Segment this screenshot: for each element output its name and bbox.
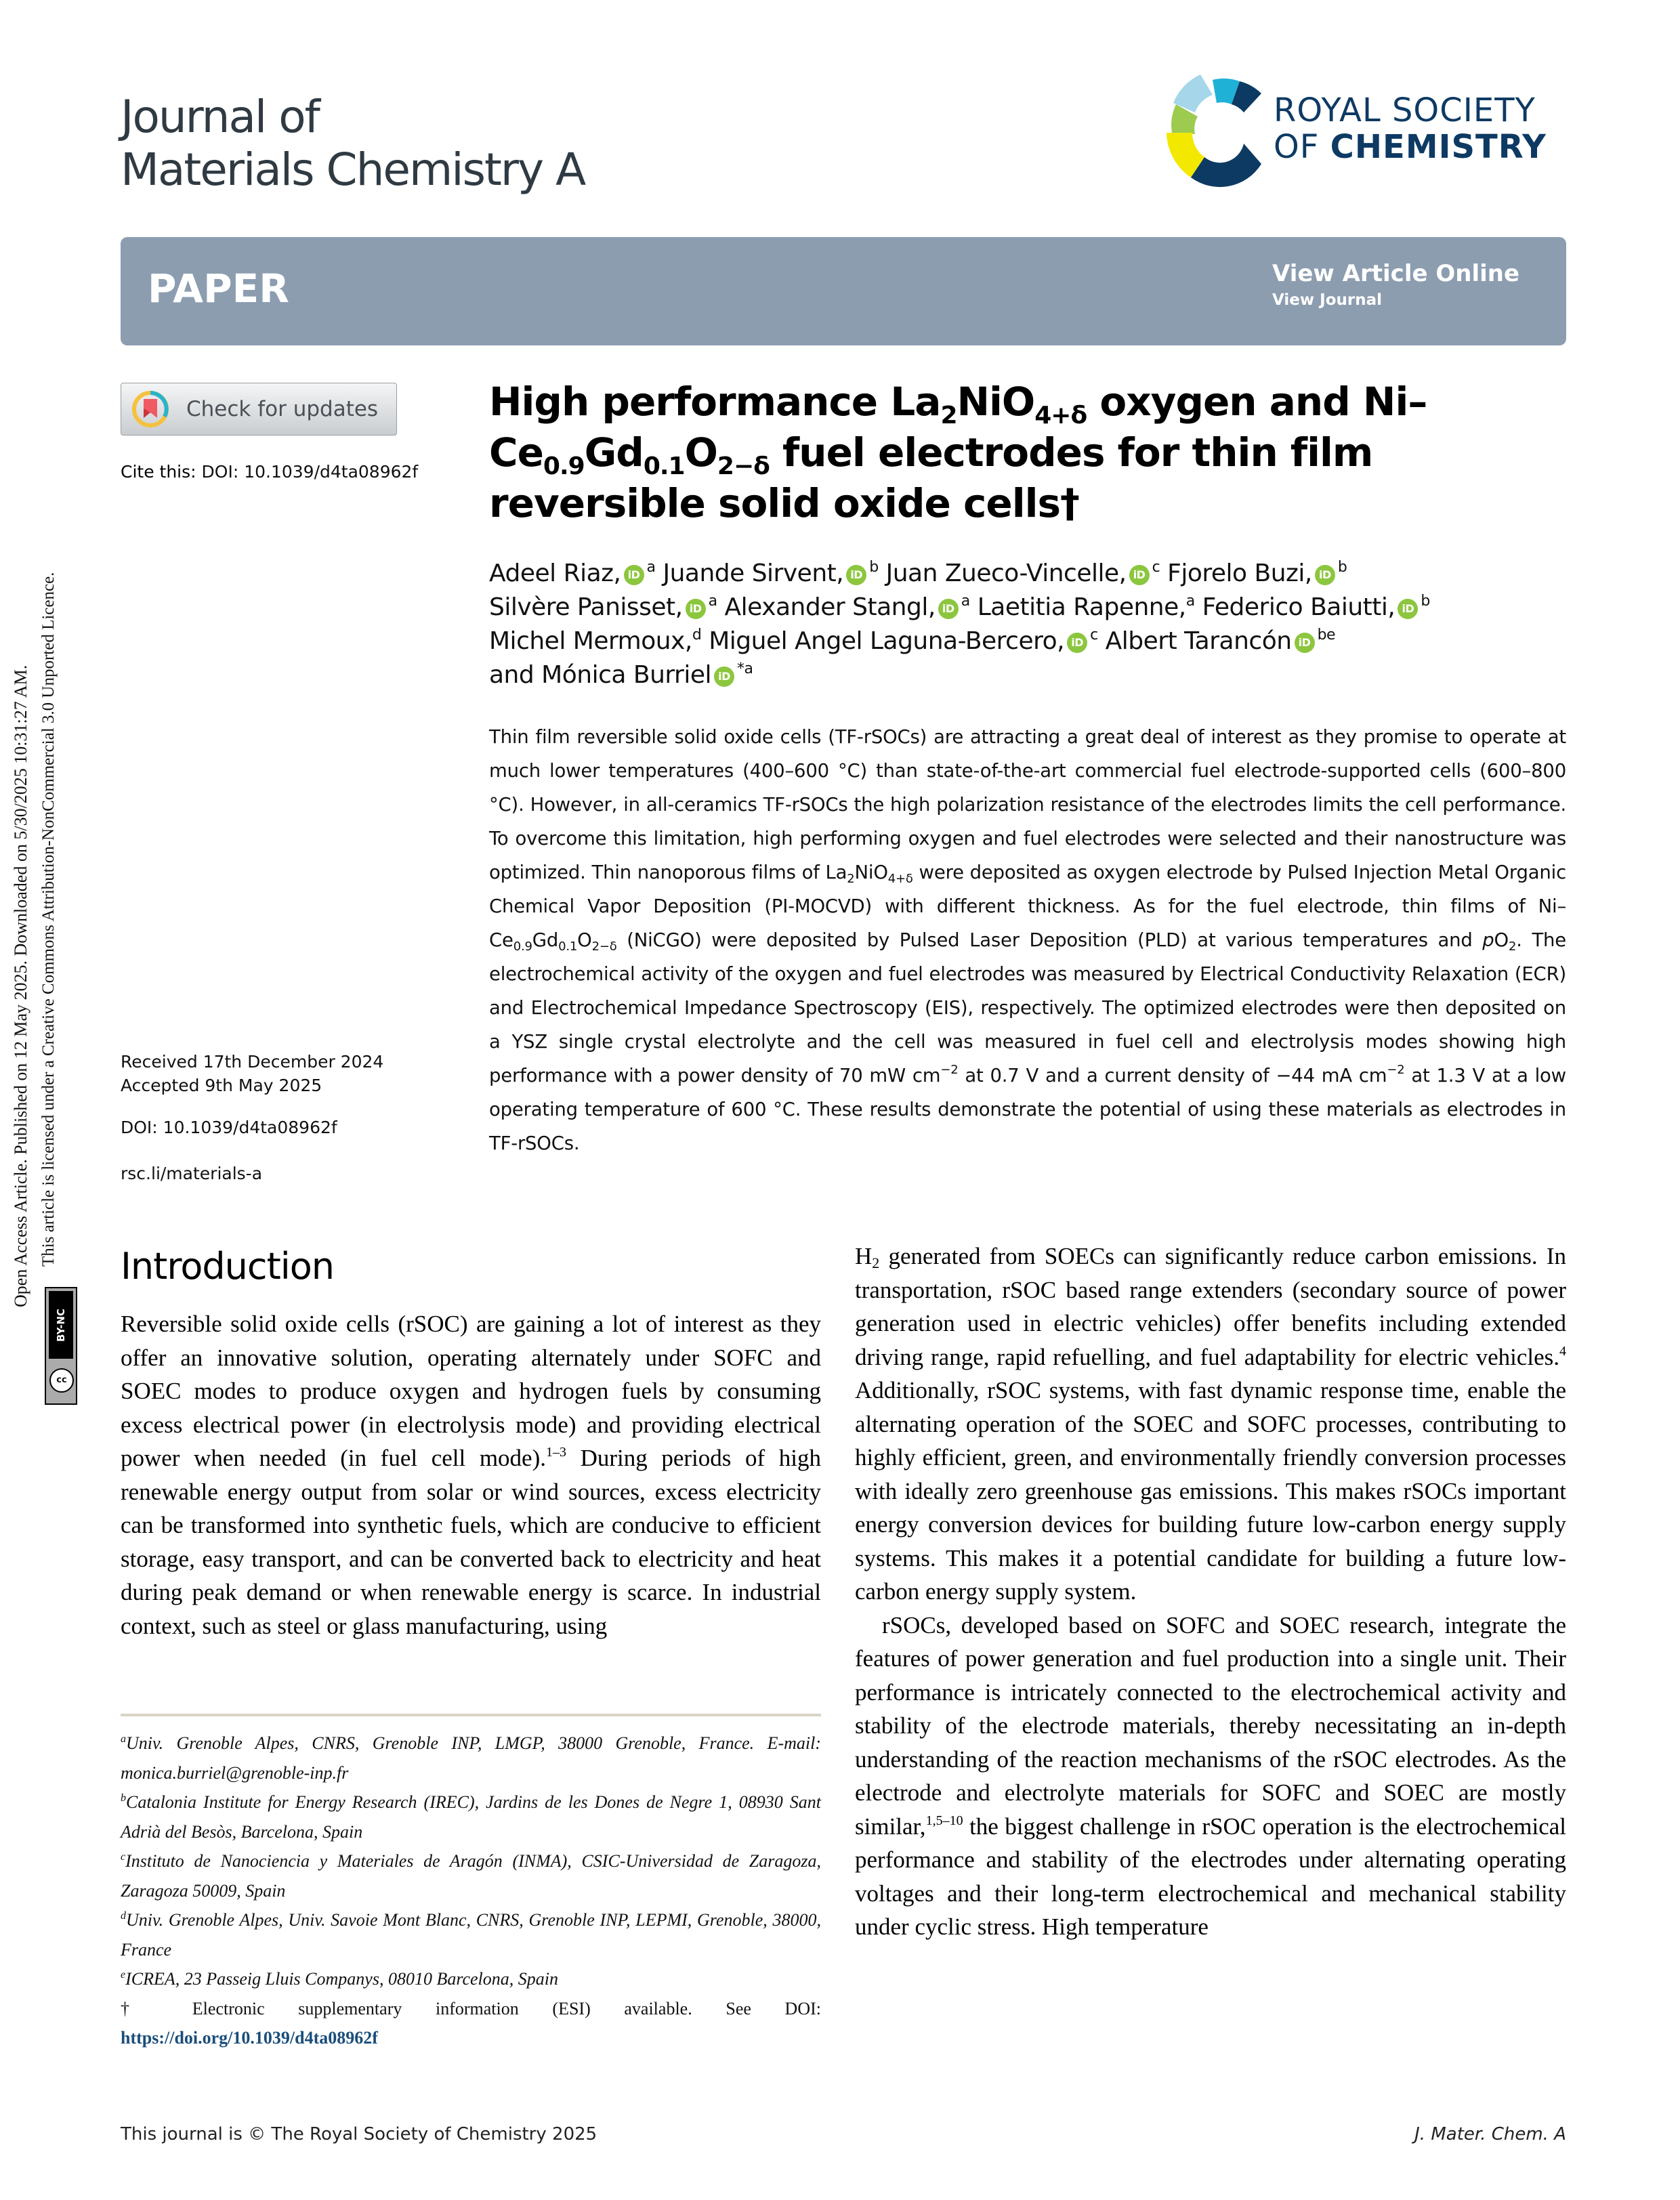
- footnote-divider: [121, 1714, 821, 1716]
- title-sub: 4+δ: [1034, 402, 1087, 429]
- aff-text: Univ. Grenoble Alpes, Univ. Savoie Mont Blanc, CNRS, Grenoble INP, LEPMI, Grenoble, 38000, France: [121, 1910, 821, 1960]
- abstract-sub: 2: [847, 872, 855, 886]
- orcid-icon[interactable]: iD: [1398, 599, 1418, 619]
- author: [725, 593, 970, 621]
- affiliation-b: [121, 1788, 821, 1846]
- abstract-italic: p: [1482, 929, 1494, 951]
- body-sub: 2: [872, 1254, 880, 1271]
- author-name[interactable]: Federico Baiutti,: [1202, 593, 1395, 621]
- author: [663, 559, 878, 587]
- author: [489, 627, 701, 655]
- author-name[interactable]: Fjorelo Buzi,: [1167, 559, 1312, 587]
- cite-doi: DOI: 10.1039/d4ta08962f: [201, 462, 419, 482]
- abstract-sup: −2: [1387, 1063, 1405, 1077]
- author-list: [489, 557, 1573, 692]
- affiliation-c: [121, 1846, 821, 1905]
- aff-mark: e: [121, 1969, 126, 1981]
- author-name[interactable]: Juan Zueco-Vincelle,: [885, 559, 1127, 587]
- orcid-icon[interactable]: iD: [714, 667, 734, 687]
- by-nc-label: BY-NC: [55, 1308, 67, 1342]
- footer-journal-abbrev: J. Mater. Chem. A: [1414, 2124, 1566, 2144]
- orcid-icon[interactable]: iD: [1315, 565, 1335, 585]
- view-journal-link[interactable]: View Journal: [1272, 291, 1382, 309]
- author-name[interactable]: Adeel Riaz,: [489, 559, 621, 587]
- banner-links: [1272, 260, 1519, 309]
- aff-text: Instituto de Nanociencia y Materiales de Aragón (INMA), CSIC-Universidad de Zaragoza, Zaragoza 50009, Spain: [121, 1851, 821, 1901]
- journal-link[interactable]: rsc.li/materials-a: [121, 1164, 263, 1183]
- view-article-online-link[interactable]: View Article Online: [1272, 260, 1520, 287]
- abstract-text: were deposited as oxygen electrode by Pulsed Injection Metal Organic Chemical Vapor Deposition (PI-MOCVD) with different thickness. As for the fuel electrode, thin films of Ni–Ce: [489, 862, 1566, 951]
- title-sub: 2−δ: [717, 452, 770, 480]
- abstract: [489, 720, 1566, 1160]
- cc-license-badge[interactable]: [45, 1287, 77, 1405]
- accepted-date: Accepted 9th May 2025: [121, 1076, 322, 1095]
- aff-text: Catalonia Institute for Energy Research (IREC), Jardins de les Dones de Negre 1, 08930 Sant Adrià del Besòs, Barcelona, Spain: [121, 1792, 821, 1842]
- body-text: H: [855, 1243, 873, 1269]
- aff-mark: a: [121, 1733, 126, 1745]
- author-name[interactable]: Alexander Stangl,: [724, 593, 936, 621]
- affiliation-mark: a: [961, 593, 970, 610]
- cc-badge-inner: [49, 1291, 73, 1359]
- author: [978, 593, 1195, 621]
- aff-mark: c: [121, 1851, 126, 1863]
- orcid-icon[interactable]: iD: [1295, 633, 1315, 653]
- affiliation-mark: c: [1090, 627, 1098, 643]
- orcid-icon[interactable]: iD: [846, 565, 866, 585]
- body-text: During periods of high renewable energy output from solar or wind sources, excess electricity can be transformed into synthetic fuels, which are conducive to efficient storage, easy transport, and can be converted back to electricity and heat during peak demand or when renewable energy is scarce. In industrial context, such as steel or glass manufacturing, using: [121, 1445, 821, 1639]
- footnotes: [121, 1729, 821, 2053]
- affiliation-mark: a: [708, 593, 717, 610]
- affiliation-d: [121, 1905, 821, 1964]
- citation-ref[interactable]: 1,5–10: [925, 1813, 963, 1828]
- abstract-text: . The electrochemical activity of the oxygen and fuel electrodes was measured by Electrical Conductivity Relaxation (ECR) and Electrochemical Impedance Spectroscopy (EIS), respectively. The optimized electrodes were then deposited on a YSZ single crystal electrolyte and the cell was measured in fuel cell and electrolysis modes showing high performance with a power density of 70 mW cm: [489, 929, 1566, 1086]
- author: [489, 593, 717, 621]
- paragraph: [855, 1240, 1566, 1609]
- esi-doi-link[interactable]: https://doi.org/10.1039/d4ta08962f: [121, 2028, 378, 2048]
- orcid-icon[interactable]: iD: [938, 599, 959, 619]
- publisher-name: [1274, 92, 1547, 165]
- bookmark-icon: [131, 389, 170, 429]
- title-sub: 0.9: [543, 452, 585, 480]
- abstract-sub: 0.1: [558, 939, 578, 954]
- affiliation-mark: b: [1337, 559, 1347, 576]
- title-sub: 2: [940, 402, 957, 429]
- dates: [121, 1050, 383, 1097]
- author-name[interactable]: Juande Sirvent,: [663, 559, 844, 587]
- aff-mark: d: [121, 1910, 126, 1922]
- orcid-icon[interactable]: iD: [624, 565, 644, 585]
- check-for-updates-label: Check for updates: [186, 397, 379, 421]
- author-name[interactable]: Laetitia Rapenne,: [977, 593, 1186, 621]
- section-heading-introduction: Introduction: [121, 1245, 335, 1288]
- esi-text: † Electronic supplementary information (ESI) available. See DOI:: [121, 1998, 821, 2018]
- affiliation-a: [121, 1729, 821, 1788]
- aff-text: Univ. Grenoble Alpes, CNRS, Grenoble INP, LMGP, 38000 Grenoble, France. E-mail: monica.burriel@grenoble-inp.fr: [121, 1733, 821, 1783]
- author: [886, 559, 1160, 587]
- abstract-text: Thin film reversible solid oxide cells (TF-rSOCs) are attracting a great deal of interest as they promise to operate at much lower temperatures (400–600 °C) than state-of-the-art commercial fuel electrode-supported cells (600–800 °C). However, in all-ceramics TF-rSOCs the high polarization resistance of the electrodes limits the cell performance. To overcome this limitation, high performing oxygen and fuel electrodes were selected and their nanostructure was optimized. Thin nanoporous films of La: [489, 726, 1566, 883]
- author: [1202, 593, 1430, 621]
- affiliation-mark: *a: [737, 660, 753, 677]
- affiliation-mark: d: [692, 627, 702, 643]
- publisher-name-chemistry: CHEMISTRY: [1330, 128, 1547, 166]
- author-name[interactable]: Miguel Angel Laguna-Bercero,: [709, 627, 1065, 655]
- cc-icon: cc: [49, 1368, 74, 1393]
- author: [1167, 559, 1347, 587]
- body-text: rSOCs, developed based on SOFC and SOEC research, integrate the features of power generation and fuel production into a single unit. Their performance is intricately connected to the electrochemical activity and stability of the electrode materials, thereby necessitating an in-depth understanding of the reaction mechanisms of the rSOC electrodes. As the electrode and electrolyte materials for SOFC and SOEC are mostly similar,: [855, 1611, 1566, 1840]
- author-name[interactable]: and Mónica Burriel: [489, 661, 712, 689]
- abstract-text: at 1.3 V at a low operating temperature of 600 °C. These results demonstrate the potential of using these materials as electrodes in TF-rSOCs.: [489, 1065, 1566, 1154]
- footer-copyright: This journal is © The Royal Society of Chemistry 2025: [121, 2124, 597, 2144]
- orcid-icon[interactable]: iD: [686, 599, 706, 619]
- journal-title-line2: Materials Chemistry A: [121, 144, 585, 196]
- title-text: fuel electrodes for thin film reversible solid oxide cells†: [489, 429, 1373, 526]
- license-notice[interactable]: This article is licensed under a Creative Commons Attribution-NonCommercial 3.0 Unported Licence.: [39, 572, 58, 1267]
- cite-label: Cite this:: [121, 462, 196, 482]
- body-text: Additionally, rSOC systems, with fast dynamic response time, enable the alternating operation of the SOEC and SOFC processes, contributing to highly efficient, green, and environmentally friendly conversion processes with ideally zero greenhouse gas emissions. This makes rSOCs important energy conversion devices for building future low-carbon energy supply systems. This makes it a potential candidate for building a future low-carbon energy supply system.: [855, 1377, 1566, 1605]
- citation-ref[interactable]: 4: [1559, 1343, 1566, 1359]
- article-type-banner: [121, 237, 1566, 345]
- publisher-name-line2: [1274, 129, 1547, 165]
- publisher-name-line1: ROYAL SOCIETY: [1274, 91, 1536, 129]
- abstract-text: O: [1494, 929, 1509, 951]
- affiliation-mark: b: [1421, 593, 1430, 610]
- aff-text: ICREA, 23 Passeig Lluis Companys, 08010 Barcelona, Spain: [125, 1969, 559, 1989]
- publisher-logo: [1160, 62, 1580, 191]
- title-text: Gd: [584, 429, 644, 475]
- check-for-updates-button[interactable]: [121, 383, 397, 436]
- affiliation-mark: c: [1152, 559, 1160, 576]
- abstract-text: at 0.7 V and a current density of −44 mA cm: [958, 1065, 1387, 1086]
- author-name[interactable]: Albert Tarancón: [1105, 627, 1292, 655]
- abstract-text: NiO: [854, 862, 888, 883]
- affiliation-mark: b: [869, 559, 879, 576]
- author-name[interactable]: Michel Mermoux,: [489, 627, 692, 655]
- body-column-right: [855, 1240, 1566, 1944]
- orcid-icon[interactable]: iD: [1067, 633, 1087, 653]
- esi-note: [121, 1994, 821, 2053]
- license-strip: [0, 257, 81, 1409]
- abstract-sub: 2: [1509, 939, 1517, 954]
- title-text: O: [684, 429, 717, 475]
- doi: DOI: 10.1039/d4ta08962f: [121, 1118, 337, 1137]
- abstract-sub: 4+δ: [887, 872, 913, 886]
- journal-title: [121, 91, 585, 196]
- orcid-icon[interactable]: iD: [1129, 565, 1150, 585]
- abstract-text: O: [577, 929, 592, 951]
- author: [489, 559, 656, 587]
- body-text: the biggest challenge in rSOC operation is the electrochemical performance and stability of the electrodes under alternating operating voltages and their long-term electrochemical and mechanical stability under cyclic stress. High temperature: [855, 1813, 1566, 1940]
- affiliation-mark: a: [646, 559, 656, 576]
- title-text: High performance La: [489, 379, 941, 425]
- cite-this: [121, 462, 418, 482]
- title-text: oxygen and Ni–Ce: [489, 379, 1427, 475]
- author: [489, 661, 753, 689]
- abstract-sub: 2−δ: [591, 939, 617, 954]
- rsc-logo-icon: [1160, 62, 1275, 191]
- affiliation-e: [121, 1964, 821, 1994]
- body-text: Reversible solid oxide cells (rSOC) are gaining a lot of interest as they offer an innovative solution, operating alternately under SOFC and SOEC modes to produce oxygen and hydrogen fuels by consuming excess electrical power (in electrolysis mode) and providing electrical power when needed (in fuel cell mode).: [121, 1311, 821, 1471]
- article-type-label: PAPER: [148, 266, 289, 312]
- abstract-sup: −2: [940, 1063, 959, 1077]
- article-title: [489, 377, 1573, 529]
- body-text: generated from SOECs can significantly reduce carbon emissions. In transportation, rSOC based range extenders (secondary source of power generation used in electric vehicles) offer benefits including extended driving range, rapid refuelling, and fuel adaptability for electric vehicles.: [855, 1243, 1566, 1370]
- open-access-notice: Open Access Article. Published on 12 May 2025. Downloaded on 5/30/2025 10:31:27 AM.: [11, 664, 30, 1307]
- body-column-left: [121, 1307, 821, 1643]
- publisher-name-of: OF: [1274, 128, 1330, 166]
- aff-mark: b: [121, 1792, 126, 1804]
- affiliation-mark: be: [1317, 627, 1336, 643]
- received-date: Received 17th December 2024: [121, 1052, 384, 1072]
- abstract-sub: 0.9: [513, 939, 532, 954]
- author-name[interactable]: Silvère Panisset,: [489, 593, 683, 621]
- abstract-text: (NiCGO) were deposited by Pulsed Laser Deposition (PLD) at various temperatures and: [616, 929, 1483, 951]
- paragraph: [855, 1609, 1566, 1944]
- title-text: NiO: [957, 379, 1035, 425]
- journal-title-line1: Journal of: [121, 91, 319, 143]
- citation-ref[interactable]: 1–3: [546, 1445, 566, 1460]
- abstract-text: Gd: [532, 929, 559, 951]
- affiliation-mark: a: [1185, 593, 1195, 610]
- author: [1106, 627, 1335, 655]
- title-sub: 0.1: [643, 452, 685, 480]
- author: [709, 627, 1097, 655]
